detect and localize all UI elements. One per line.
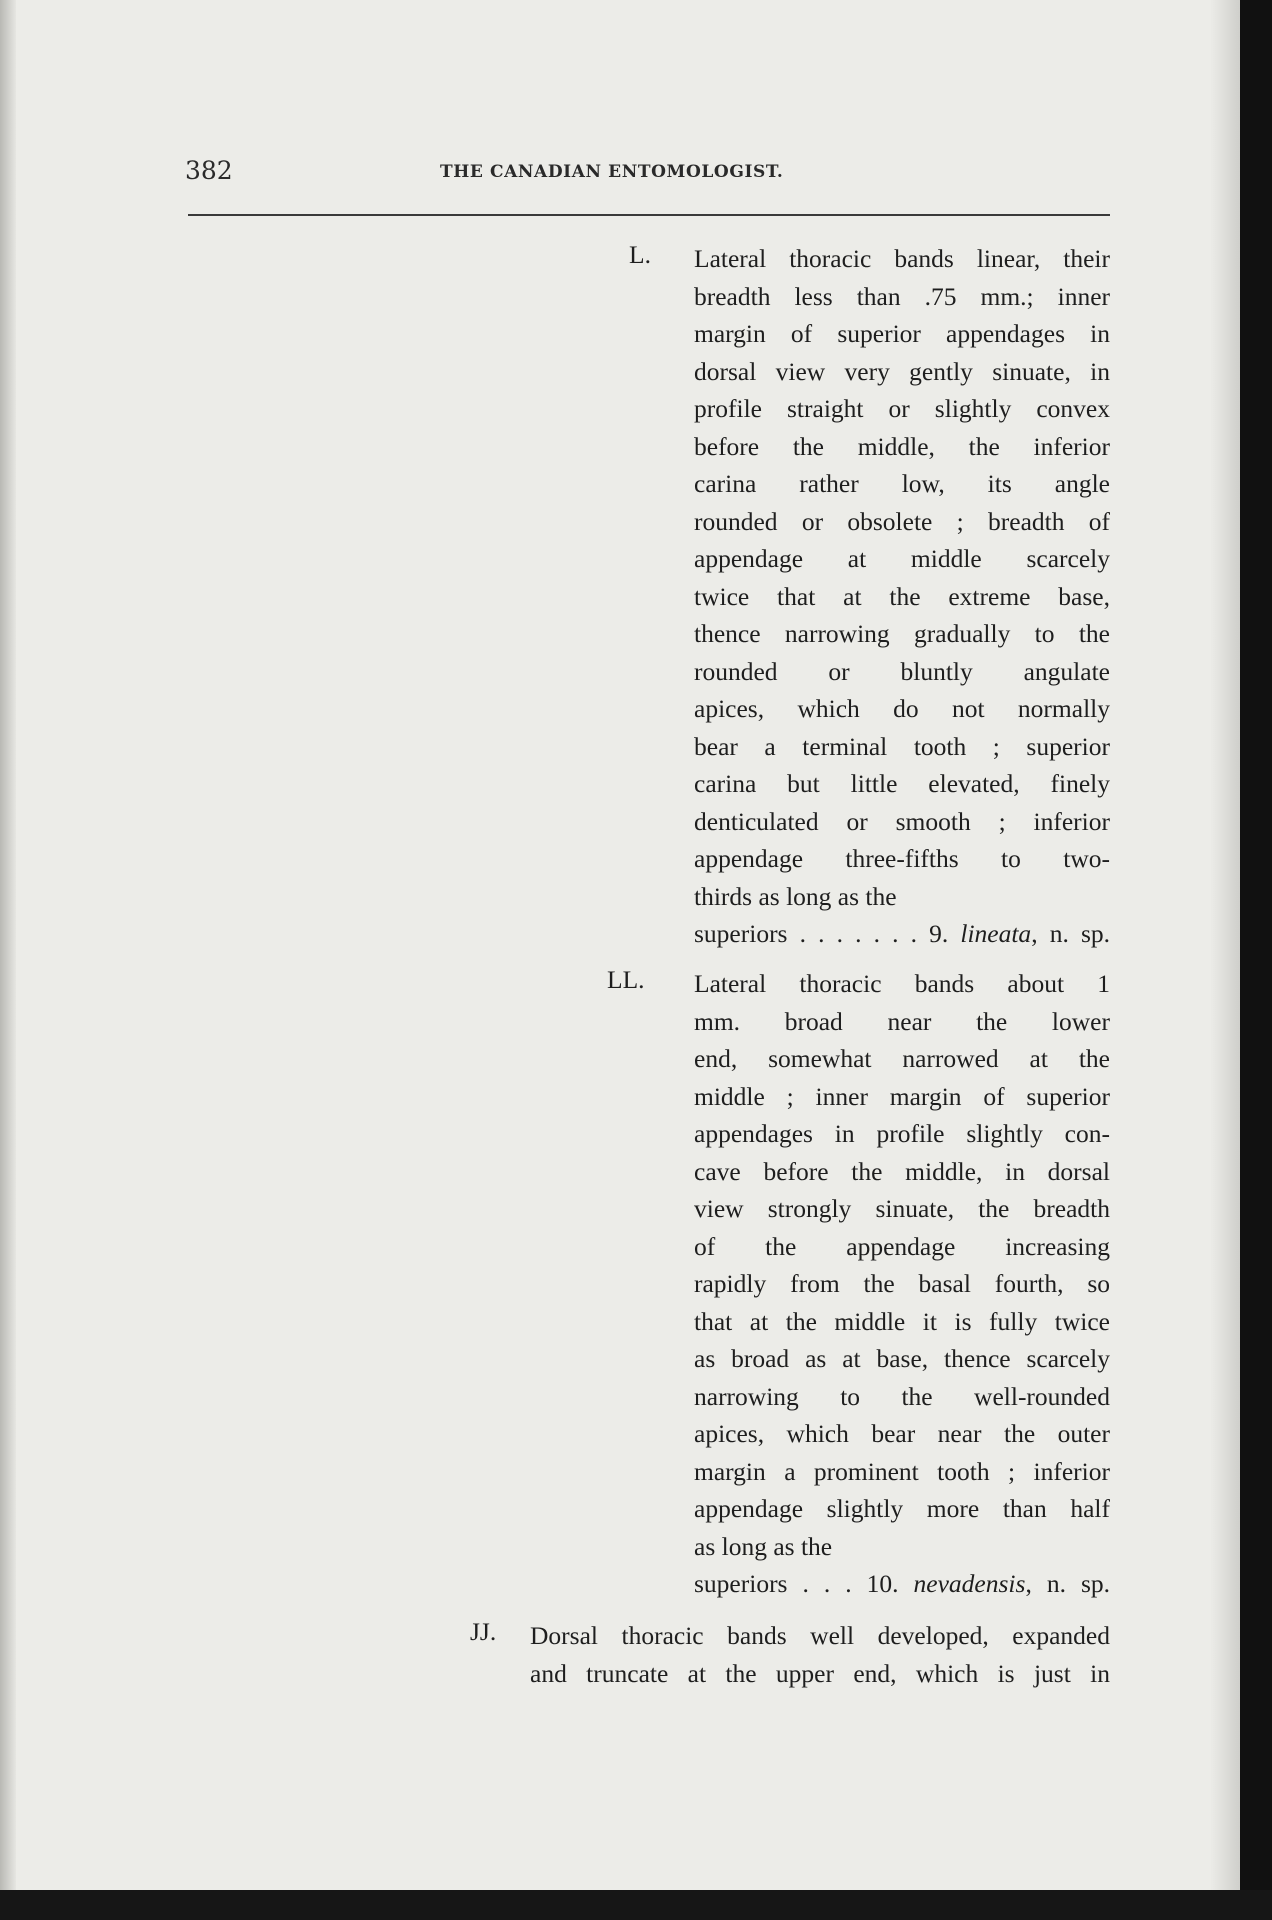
text-line: narrowing to the well-rounded <box>694 1381 1110 1411</box>
text-line: carina but little elevated, finely <box>694 769 1110 798</box>
scan-border-bottom <box>0 1890 1272 1920</box>
running-title: THE CANADIAN ENTOMOLOGIST. <box>440 162 784 182</box>
text-line: rounded or obsolete ; breadth of <box>694 506 1110 536</box>
text-line: that at the middle it is fully twice <box>694 1306 1110 1336</box>
text-line: rounded or bluntly angulate <box>694 656 1110 686</box>
header-rule <box>188 214 1110 216</box>
text-line: twice that at the extreme base, <box>694 581 1110 611</box>
text-line: thence narrowing gradually to the <box>694 619 1110 648</box>
text-line: appendage at middle scarcely <box>694 544 1110 573</box>
species-name: nevadensis <box>913 1569 1026 1598</box>
text-line: Lateral thoracic bands linear, their <box>694 244 1110 273</box>
text-line: cave before the middle, in dorsal <box>694 1156 1110 1186</box>
text-line: profile straight or slightly convex <box>694 394 1110 423</box>
page-number: 382 <box>185 156 233 185</box>
key-entry-L <box>629 240 1110 953</box>
species-line-prefix: superiors . . . . . . . 9. <box>694 919 949 948</box>
scan-border-right <box>1240 0 1272 1920</box>
text-line: Dorsal thoracic bands well developed, expanded <box>530 1621 1110 1650</box>
text-line: appendages in profile slightly con- <box>694 1119 1110 1148</box>
text-line: margin of superior appendages in <box>694 319 1110 348</box>
entry-key: L. <box>629 240 651 269</box>
text-line: apices, which do not normally <box>694 694 1110 723</box>
text-line: bear a terminal tooth ; superior <box>694 731 1110 761</box>
text-line: as long as the <box>694 1531 833 1561</box>
text-line: denticulated or smooth ; inferior <box>694 806 1110 836</box>
species-line-lineata <box>694 915 1110 953</box>
text-line: dorsal view very gently sinuate, in <box>694 356 1110 386</box>
text-line: appendage three-fifths to two- <box>694 844 1110 873</box>
text-line: apices, which bear near the outer <box>694 1419 1110 1448</box>
entry-key: LL. <box>607 965 645 994</box>
text-line: appendage slightly more than half <box>694 1494 1110 1523</box>
text-line: of the appendage increasing <box>694 1231 1110 1261</box>
species-suffix: , n. sp. <box>1025 1569 1111 1598</box>
text-line: middle ; inner margin of superior <box>694 1081 1110 1111</box>
entry-key: JJ. <box>470 1617 497 1646</box>
text-line: mm. broad near the lower <box>694 1006 1110 1036</box>
text-line: and truncate at the upper end, which is just in <box>530 1658 1110 1688</box>
text-line: carina rather low, its angle <box>694 469 1110 498</box>
species-line-prefix: superiors . . . 10. <box>694 1569 899 1598</box>
species-line-nevadensis <box>694 1565 1110 1603</box>
species-suffix: , n. sp. <box>1031 919 1110 948</box>
text-line: breadth less than .75 mm.; inner <box>694 281 1110 311</box>
text-line: margin a prominent tooth ; inferior <box>694 1456 1110 1486</box>
text-line: as broad as at base, thence scarcely <box>694 1344 1110 1373</box>
text-line: view strongly sinuate, the breadth <box>694 1194 1110 1223</box>
text-line: rapidly from the basal fourth, so <box>694 1269 1110 1298</box>
page-gutter <box>0 0 16 1890</box>
text-line: thirds as long as the <box>694 881 897 911</box>
species-name: lineata <box>960 919 1032 948</box>
key-entry-JJ <box>470 1617 1110 1692</box>
text-line: Lateral thoracic bands about 1 <box>694 969 1110 998</box>
page-edge-shadow <box>1210 0 1240 1890</box>
text-line: before the middle, the inferior <box>694 431 1110 461</box>
text-line: end, somewhat narrowed at the <box>694 1044 1110 1073</box>
key-entry-LL <box>607 965 1111 1603</box>
